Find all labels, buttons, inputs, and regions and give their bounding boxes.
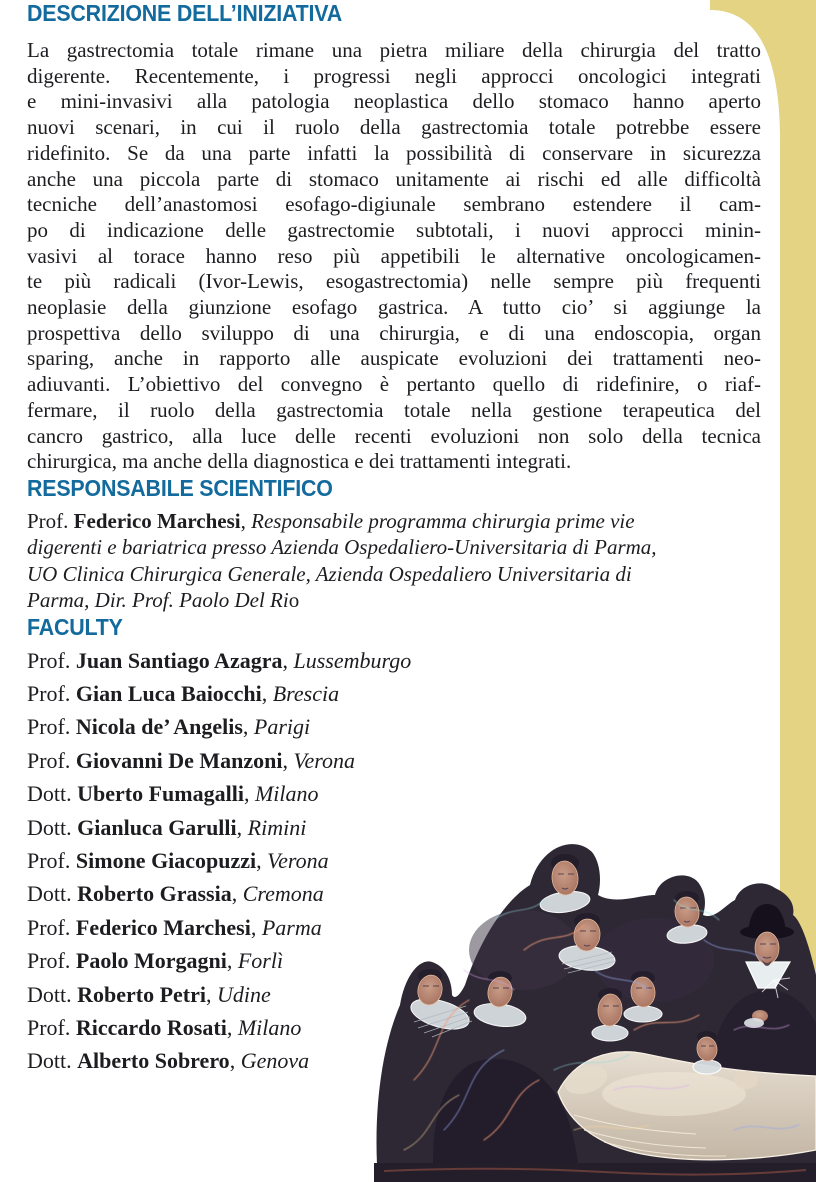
paragraph-line: prospettiva dello sviluppo di una chirurgia, e di una endoscopia, organ (27, 320, 761, 345)
paragraph-line: te più radicali (Ivor-Lewis, esogastrectomia) nelle sempre più frequenti (27, 269, 761, 294)
responsabile-line: Parma, Dir. Prof. Paolo Del Rio (27, 588, 300, 613)
paragraph-line: adiuvanti. L’obiettivo del convegno è pertanto quello di ridefinire, o riaf- (27, 372, 761, 397)
faculty-member: Dott. Alberto Sobrero, Genova (27, 1048, 310, 1074)
paragraph-line: cancro gastrico, alla luce delle recenti evoluzioni non solo della tecnica (27, 423, 761, 448)
responsabile-line: digerenti e bariatrica presso Azienda Ospedaliero-Universitaria di Parma, (27, 535, 657, 560)
faculty-member: Prof. Paolo Morgagni, Forlì (27, 948, 284, 974)
faculty-member: Dott. Roberto Petri, Udine (27, 981, 271, 1007)
faculty-member: Dott. Uberto Fumagalli, Milano (27, 781, 319, 807)
paragraph-line: anche una piccola parte di stomaco unitamente ai rischi ed alle difficoltà (27, 166, 761, 191)
paragraph-line: ridefinito. Se da una parte infatti la possibilità di conservare in sicurezza (27, 140, 761, 165)
faculty-member: Prof. Simone Giacopuzzi, Verona (27, 848, 329, 874)
paragraph-line: chirurgica, ma anche della diagnostica e dei trattamenti integrati. (27, 449, 572, 474)
faculty-member: Dott. Gianluca Garulli, Rimini (27, 814, 307, 840)
paragraph-line: fermare, il ruolo della gastrectomia totale nella gestione terapeutica del (27, 397, 761, 422)
section-heading-descrizione: DESCRIZIONE DELL’INIZIATIVA (27, 0, 343, 26)
section-heading-responsabile: RESPONSABILE SCIENTIFICO (27, 474, 333, 501)
faculty-member: Prof. Giovanni De Manzoni, Verona (27, 747, 355, 773)
faculty-member: Dott. Roberto Grassia, Cremona (27, 881, 324, 907)
paragraph-line: e mini-invasivi alla patologia neoplastica dello stomaco hanno aperto (27, 89, 761, 114)
paragraph-line: sparing, anche in rapporto alle auspicate evoluzioni dei trattamenti neo- (27, 346, 761, 371)
faculty-member: Prof. Juan Santiago Azagra, Lussemburgo (27, 647, 412, 673)
faculty-member: Prof. Nicola de’ Angelis, Parigi (27, 714, 311, 740)
section-heading-faculty: FACULTY (27, 613, 123, 640)
responsabile-line: Prof. Federico Marchesi, Responsabile programma chirurgia prime vie (27, 508, 635, 533)
faculty-member: Prof. Gian Luca Baiocchi, Brescia (27, 680, 340, 706)
paragraph-line: digerente. Recentemente, i progressi negli approcci oncologici integrati (27, 63, 761, 88)
paragraph-line: nuovi scenari, in cui il ruolo della gastrectomia totale potrebbe essere (27, 115, 761, 140)
faculty-list (27, 644, 761, 1078)
paragraph-line: tecniche dell’anastomosi esofago-digiunale sembrano estendere il cam- (27, 192, 761, 217)
content-column (27, 0, 761, 1078)
paragraph-line: vasivi al torace hanno reso più appetibili le alternative oncologicamen- (27, 243, 761, 268)
paragraph-line: po di indicazione delle gastrectomie subtotali, i nuovi approcci minin- (27, 217, 761, 242)
responsabile-text (27, 508, 761, 614)
paragraph-line: neoplasie della giunzione esofago gastrica. A tutto cio’ si aggiunge la (27, 295, 761, 320)
faculty-member: Prof. Riccardo Rosati, Milano (27, 1015, 302, 1041)
faculty-member: Prof. Federico Marchesi, Parma (27, 914, 322, 940)
paragraph-line: La gastrectomia totale rimane una pietra miliare della chirurgia del tratto (27, 38, 761, 62)
responsabile-line: UO Clinica Chirurgica Generale, Azienda Ospedaliero Universitaria di (27, 561, 632, 586)
descrizione-paragraph (27, 38, 761, 475)
